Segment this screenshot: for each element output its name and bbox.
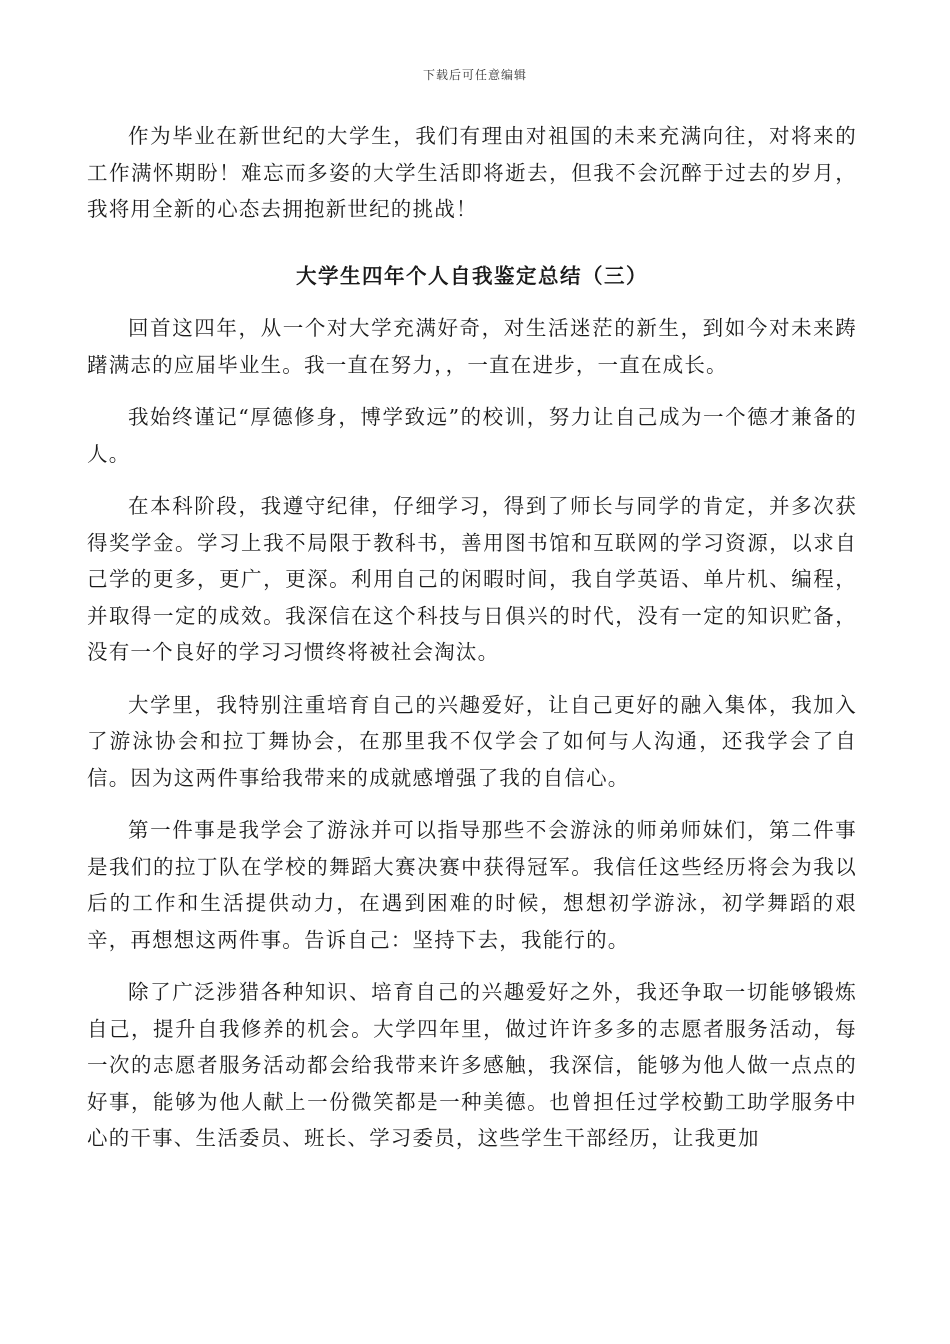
- paragraph-intro: 作为毕业在新世纪的大学生，我们有理由对祖国的未来充满向往，对将来的工作满怀期盼！难忘而多姿的大学生活即将逝去，但我不会沉醉于过去的岁月，我将用全新的心态去拥抱新世纪的挑战！: [87, 124, 857, 221]
- document-body: [87, 118, 857, 1157]
- paragraph-5: 第一件事是我学会了游泳并可以指导那些不会游泳的师弟师妹们，第二件事是我们的拉丁队在学校的舞蹈大赛决赛中获得冠军。我信任这些经历将会为我以后的工作和生活提供动力，在遇到困难的时候，想想初学游泳，初学舞蹈的艰辛，再想想这两件事。告诉自己：坚持下去，我能行的。: [87, 818, 857, 952]
- paragraph-3: 在本科阶段，我遵守纪律，仔细学习，得到了师长与同学的肯定，并多次获得奖学金。学习上我不局限于教科书，善用图书馆和互联网的学习资源，以求自己学的更多，更广，更深。利用自己的闲暇时间，我自学英语、单片机、编程，并取得一定的成效。我深信在这个科技与日俱兴的时代，没有一定的知识贮备，没有一个良好的学习习惯终将被社会淘汰。: [87, 494, 857, 664]
- page-header-note: 下载后可任意编辑: [422, 68, 527, 82]
- paragraph-1: 回首这四年，从一个对大学充满好奇，对生活迷茫的新生，到如今对未来踌躇满志的应届毕业生。我一直在努力，，一直在进步，一直在成长。: [87, 316, 857, 377]
- paragraph-2: 我始终谨记“厚德修身，博学致远”的校训，努力让自己成为一个德才兼备的人。: [87, 405, 857, 466]
- paragraph-4: 大学里，我特别注重培育自己的兴趣爱好，让自己更好的融入集体，我加入了游泳协会和拉丁舞协会，在那里我不仅学会了如何与人沟通，还我学会了自信。因为这两件事给我带来的成就感增强了我的自信心。: [87, 692, 857, 790]
- section-title: 大学生四年个人自我鉴定总结（三）: [296, 263, 648, 288]
- paragraph-6: 除了广泛涉猎各种知识、培育自己的兴趣爱好之外，我还争取一切能够锻炼自己，提升自我修养的机会。大学四年里，做过许许多多的志愿者服务活动，每一次的志愿者服务活动都会给我带来许多感触，我深信，能够为他人做一点点的好事，能够为他人献上一份微笑都是一种美德。也曾担任过学校勤工助学服务中心的干事、生活委员、班长、学习委员，这些学生干部经历，让我更加: [87, 980, 857, 1150]
